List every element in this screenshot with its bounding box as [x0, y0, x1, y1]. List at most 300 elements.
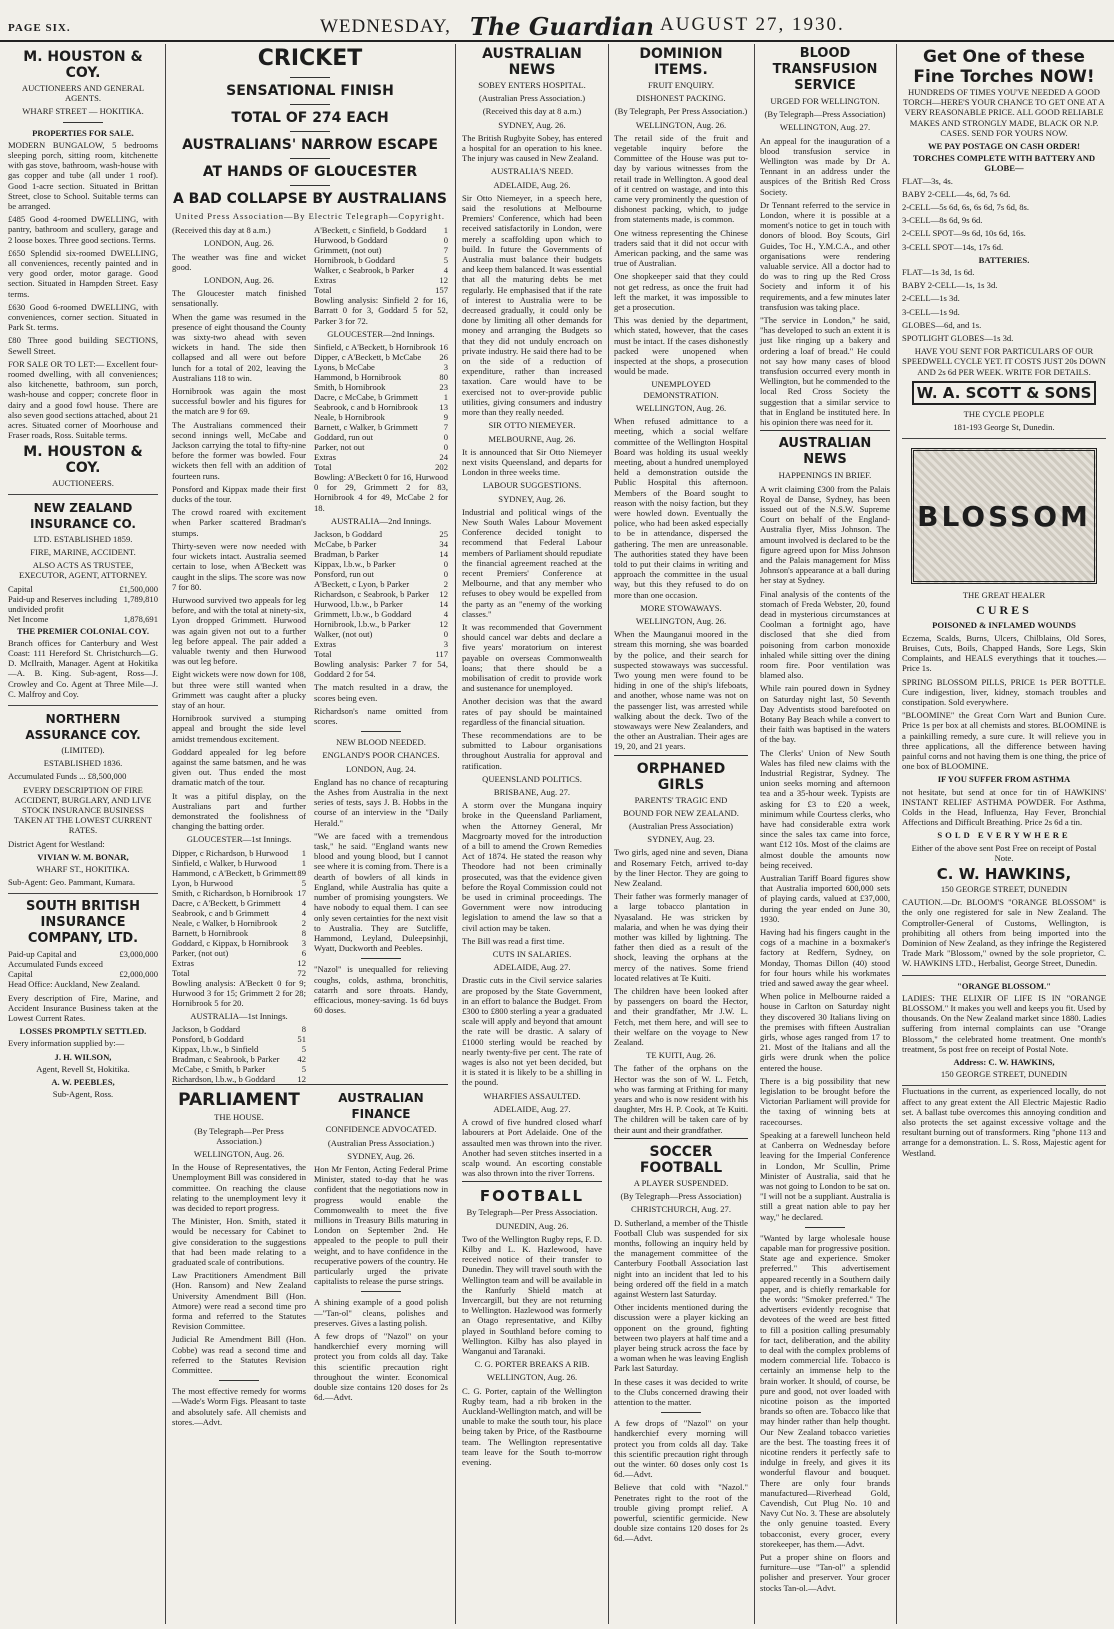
price-item: 3-CELL—8s 6d, 9s 6d. [902, 215, 983, 226]
row-label: Paid-up and Reserves including undivided profit [8, 593, 118, 614]
ad-subheading: (LIMITED). [61, 744, 105, 755]
runs: 80 [439, 372, 448, 383]
ad-heading: NORTHERN ASSURANCE COY. [25, 711, 141, 742]
divider [290, 131, 330, 132]
credit-line: (By Telegraph—Press Association) [620, 1191, 742, 1202]
batsman: Dipper, c A'Beckett, b McCabe [314, 352, 422, 363]
row-label: Paid-up Capital and Accumulated Funds exceed [8, 949, 103, 970]
price-item: FLAT—1s 3d, 1s 6d. [902, 267, 975, 278]
dateline: ADELAIDE, Aug. 27. [493, 1103, 571, 1114]
batting-row [314, 639, 448, 649]
price-item: 3-CELL—1s 9d. [902, 306, 960, 317]
agent-name: VIVIAN W. M. BONAR, [37, 851, 129, 862]
batsman: Dacre, c A'Beckett, b Grimmett [172, 897, 281, 908]
paragraph: Sir Otto Niemeyer, in a speech here, said the resolutions at Melbourne Premiers' Conference, which had been received satisfactorily in London, were merely a scaffolding upon which to build. In future the Governments of Australia must balance their budgets and keep them balanced. It was essential that all the maturing debts be met regularly. He emphasised that if the rate of interest to Australia were to be decreased gradually, it could only be done by limiting all other demands for money and arranging the Budgets so that they did not unduly encroach on private industry. He said there had to be on the side of a reduction of expenditure, rather than increased taxation. Care would have to be exercised not to over-provide public utilities, giving consumers and industry more than they really needed. [462, 192, 602, 418]
listing: FOR SALE OR TO LET:— Excellent four-roomed dwelling, with all conveniences; also kitchenette, bathroom, sun porch, wash-house and copper; concrete floor in dairy and a good fowl house. There are also seven good sections attached, about 21 acres. Situated corner of Moorhouse and Fraser roads, Ross. Suitable terms. [8, 358, 158, 441]
batsman: Total [172, 967, 190, 978]
runs: 42 [297, 1054, 306, 1065]
runs: 8 [301, 927, 306, 938]
batting-row [172, 928, 306, 938]
masthead-day: WEDNESDAY, [320, 16, 451, 37]
body-right [314, 225, 448, 1084]
runs: 0 [443, 559, 448, 570]
paragraph: The retail side of the fruit and vegetable inquiry before the Committee of the House was put to-day by various witnesses from the retail trade in Wellington. A good deal of it centred on wastage, and into this came very prominently the question of dishonest packing, which, to judge from statements made, is common. [614, 132, 748, 225]
section-heading: UNEMPLOYED DEMONSTRATION. [643, 379, 719, 400]
capital-row [8, 949, 158, 969]
innings-heading: AUSTRALIA—2nd Innings. [330, 515, 432, 526]
ad-heading: NEW ZEALAND INSURANCE CO. [30, 500, 136, 531]
runs: 8 [301, 1024, 306, 1035]
paragraph: The British Rugbyite Sobey, has entered a hospital for an operation to his knee. The injury was caused in New Zealand. [462, 132, 602, 164]
batsman: Neale, c Walker, b Hornibrook [172, 917, 278, 928]
batsman: McCabe, c Smith, b Parker [172, 1064, 266, 1075]
ad-line: Either of the above sent Post Free on receipt of Postal Note. [911, 842, 1097, 863]
batting-row [314, 225, 448, 235]
runs: 34 [439, 539, 448, 550]
divider [219, 1380, 259, 1381]
paragraph: It is announced that Sir Otto Niemeyer next visits Queensland, and departs for London in three weeks time. [462, 446, 602, 478]
column-classified-ads [4, 44, 162, 1624]
paragraph: "We are faced with a tremendous task," he said. "England wants new blood and young blood, but I cannot see where it is coming from. There is a dearth of bowlers of all kinds in England, while Australia has quite a number of promising youngsters. We have nobody to equal them. I can see only seven certainties for the next visit to Australia. They are Sutcliffe, Hammond, Leyland, Duleepsinhji, Wyatt, Duckworth and Peebles. [314, 830, 448, 954]
runs: 0 [443, 629, 448, 640]
batsman: Walker, c Seabrook, b Parker [314, 265, 415, 276]
paragraph: When police in Melbourne raided a house in Carlton on Saturday night they discovered 30 Italians living on the premises with fifteen Australian girls, whose ages ranged from 17 to 21. Most of the Italians and all the girls were drunk when the police entered the house. [760, 991, 890, 1073]
credit-line: (Australian Press Association.) [478, 93, 586, 104]
advertisement: Believe that cold with "Nazol." Penetrates right to the root of the trouble giving prompt relief. A powerful, scientific germicide. New double size contains 120 doses for 2s 6d.—Advt. [614, 1482, 748, 1544]
innings-heading: GLOUCESTER—1st Innings. [186, 834, 292, 845]
batsman: Seabrook, c and b Hornibrook [314, 402, 418, 413]
row-value: £1,500,000 [119, 583, 158, 594]
article-deck: TOTAL OF 274 EACH [231, 110, 389, 126]
ad-subheading: IF YOU SUFFER FROM ASTHMA [937, 774, 1071, 785]
article-headline: AUSTRALIAN NEWS [778, 436, 872, 468]
football-article [462, 1181, 602, 1467]
runs: 202 [435, 462, 448, 473]
runs: 12 [297, 1074, 306, 1085]
credit-line: (Australian Press Association) [628, 821, 734, 831]
batsman: Extras [172, 957, 194, 968]
batsman: Walker, (not out) [314, 629, 373, 640]
parliament-article [172, 1088, 306, 1430]
runs: 12 [439, 619, 448, 630]
nz-insurance-ad [8, 495, 158, 706]
paragraph: It was a pitiful display, on the Australians part and further demonstrated the foolishness of changing the batting order. [172, 790, 306, 832]
torch-price-list [902, 176, 1106, 252]
batsman: Neale, b Hornibrook [314, 412, 385, 423]
agent-address: Sub-Agent, Ross. [52, 1089, 114, 1100]
batting-row [314, 579, 448, 589]
article-headline: PARLIAMENT [178, 1090, 300, 1111]
section-subheading: HAPPENINGS IN BRIEF. [778, 470, 872, 481]
column-rule [896, 44, 897, 1624]
runs: 7 [443, 422, 448, 433]
paragraph: Other incidents mentioned during the discussion were a player kicking an opponent on the ground, fighting between two players at half time and a player being struck across the face by a woman when he was leaving English Park last Saturday. [614, 1302, 748, 1374]
advertisement: The most effective remedy for worms —Wade's Worm Figs. Pleasant to taste and absolutely safe. All chemists and stores.—Advt. [172, 1386, 306, 1427]
divider [290, 185, 330, 186]
australian-brief-article [760, 430, 890, 1593]
paragraph: There is a big possibility that new legislation to be brought before the Victorian Parliament will provide for the taxing of winning bets at racecourses. [760, 1075, 890, 1127]
dateline: WELLINGTON, Aug. 27. [779, 122, 871, 133]
batsman: Bradman, c Seabrook, b Parker [172, 1054, 280, 1065]
section-heading: C. G. PORTER BREAKS A RIB. [474, 1359, 590, 1370]
ad-body: SPRING BLOSSOM PILLS, PRICE 1s PER BOTTLE. Cure indigestion, liver, kidney, stomach troubles and constipation. Sold everywhere. [902, 676, 1106, 707]
paragraph: Drastic cuts in the Civil service salaries are proposed by the State Government, in an effort to balance the Budget. From £300 to £800 sterling a year a graduated scale will apply and beyond that amount the rate will be drastic. A salary of £1000 sterling would be reached by nearly twenty-five per cent. The rate of wages is also not yet been decided, but it is stated it is likely to be a shilling in the pound. [462, 975, 602, 1088]
section-subheading: CONFIDENCE ADVOCATED. [325, 1124, 437, 1135]
runs: 5 [443, 255, 448, 266]
paragraph: Australian Tariff Board figures show that Australia imported 600,000 sets of playing cards, valued at £37,000, during the year ended on June 30, 1930. [760, 873, 890, 924]
credit-line: United Press Association—By Electric Telegraph—Copyright. [175, 211, 445, 221]
credit-line: By Telegraph—Per Press Association. [466, 1207, 598, 1218]
runs: 3 [301, 937, 306, 948]
dateline: WELLINGTON, Aug. 26. [635, 402, 727, 413]
runs: 9 [443, 412, 448, 423]
runs: 1 [443, 392, 448, 403]
paragraph: Hornibrook was again the most successful bowler and his figures for the match are 9 for 69. [172, 386, 306, 417]
dateline: ADELAIDE, Aug. 27. [493, 962, 571, 973]
runs: 4 [443, 609, 448, 620]
batsman: Parker, (not out) [172, 947, 229, 958]
dateline: SYDNEY, Aug. 26. [498, 493, 566, 504]
paragraph: Hornibrook survived a stumping appeal and brought the side level amidst tremendous excitement. [172, 713, 306, 744]
dateline: DUNEDIN, Aug. 26. [495, 1220, 569, 1231]
paragraph: While rain poured down in Sydney on Saturday night last, 50 Seventh Day Adventists stood barefooted on Botany Bay Beach while a convert to their faith was baptised in the waters of the bay. [760, 683, 890, 745]
ad-body: Every description of Fire, Marine, and Accident Insurance Business taken at the Lowest Current Rates. [8, 992, 158, 1023]
runs: 72 [297, 967, 306, 978]
row-value: 1,878,691 [123, 613, 158, 624]
listing: £485 Good 4-roomed DWELLING, with pantry, bathroom and scullery, garage and 2 loose boxes. Three good sections. Terms. [8, 214, 158, 245]
column-advertisements [898, 44, 1110, 1624]
batting-row [314, 619, 448, 629]
paragraph: One shopkeeper said that they could not get redress, as once the fruit had left the market, it was impossible to get a prosecution. [614, 271, 748, 313]
batting-row [314, 372, 448, 382]
runs: 0 [443, 432, 448, 443]
ad-line: LOSSES PROMPTLY SETTLED. [19, 1026, 147, 1037]
batting-row [172, 868, 306, 878]
dateline: WELLINGTON, Aug. 26. [486, 1372, 578, 1383]
batsman: Jackson, b Goddard [172, 1024, 241, 1035]
paragraph: When the game was resumed in the presence of eight thousand the County was sixty-two ahead with seven wickets in hand. The side then collapsed and all were out before lunch for a total of 202, leaving the Australians 118 to win. [172, 311, 306, 383]
row-label: Capital [8, 583, 33, 594]
credit-line: (By Telegraph, Per Press Association.) [614, 106, 748, 117]
batting-row [172, 938, 306, 948]
price-item: 2-CELL SPOT—9s 6d, 10s 6d, 16s. [902, 228, 1026, 239]
dateline: BRISBANE, Aug. 27. [493, 787, 571, 797]
article-headline: AUSTRALIAN NEWS [482, 46, 582, 78]
blossom-emblem [911, 448, 1097, 584]
batsman: Sinfield, c Walker, b Hurwood [172, 857, 277, 868]
paragraph: England has no chance of recapturing the Ashes from Australia in the next series of tests, says J. B. Hobbs in the course of an interview in the "Daily Herald." [314, 776, 448, 828]
paragraph: One witness representing the Chinese traders said that it did not occur with American packing, and the same was true of Australian. [614, 227, 748, 269]
runs: 1 [301, 847, 306, 858]
section-subheading: URGED FOR WELLINGTON. [770, 96, 880, 106]
received-line: (Received this day at 8 a.m.) [172, 225, 271, 236]
innings-heading: AUSTRALIA—1st Innings. [190, 1011, 288, 1022]
ad-headline: Get One of these Fine Torches NOW! [913, 47, 1095, 87]
paragraph: The crowd roared with excitement when Parker scattered Bradman's stumps. [172, 507, 306, 538]
agent-name: J. H. WILSON, [54, 1051, 112, 1062]
ad-line: District Agent for Westland: [8, 838, 105, 849]
battery-price-list [902, 267, 1106, 343]
batsman: Jackson, b Goddard [314, 529, 383, 540]
batsman: A'Beckett, c Sinfield, b Goddard [314, 225, 427, 236]
row-label: Net Income [8, 613, 49, 624]
batting-row [172, 948, 306, 958]
soccer-article [614, 1138, 748, 1544]
runs: 51 [297, 1034, 306, 1045]
section-heading: AUSTRALIA'S NEED. [490, 166, 574, 177]
paragraph: The Clerks' Union of New South Wales has filed new claims with the Industrial Registrar, Sydney. The union seeks morning and afternoon tea and a 35-hour week. Typists are asking for £3 to £20 a week, minimum while Courtess clerks, who have had considerable extra work since the sales tax came into force, want £12 10s. Most of the claims are almost double the amounts now being received. [760, 747, 890, 870]
runs: 5 [301, 1064, 306, 1075]
batsman: Richardson, c Seabrook, b Parker [314, 589, 430, 600]
batsman: Ponsford, run out [314, 569, 374, 580]
batsman: McCabe, b Parker [314, 539, 377, 550]
runs: 5 [301, 1044, 306, 1055]
batting-row [314, 412, 448, 422]
ad-subheading: LTD. ESTABLISHED 1859. [33, 533, 133, 544]
batsman: Grimmett, l.b.w., b Goddard [314, 609, 412, 620]
batting-row [314, 285, 448, 295]
runs: 12 [297, 957, 306, 968]
article-deck: SENSATIONAL FINISH [226, 83, 394, 99]
ad-subheading: POISONED & INFLAMED WOUNDS [932, 620, 1076, 631]
batting-row [314, 362, 448, 372]
paragraph: The Gloucester match finished sensationally. [172, 288, 306, 309]
price-item: SPOTLIGHT GLOBES—1s 3d. [902, 333, 1014, 344]
runs: 117 [435, 649, 448, 660]
paragraph: When the Maunganui moored in the stream this morning, she was boarded by the police, and their search for suspected stowaways was successful. Two young men were found to be hiding in one of the ship's lifeboats, and another, whose name was not on the passenger list, was arrested while walking about the deck. Two of the stowaways were New Zealanders, and the other an Australian. Their ages are 19, 20, and 21 years. [614, 629, 748, 752]
price-item: 2-CELL—5s 6d, 6s, 6s 6d, 7s 6d, 8s. [902, 202, 1030, 213]
batting-row [172, 848, 306, 858]
dateline: SYDNEY, Aug. 23. [647, 834, 715, 845]
divider [361, 1291, 401, 1292]
capital-row [8, 614, 158, 624]
ad-line: THE PREMIER COLONIAL COY. [17, 625, 149, 636]
batting-row [172, 888, 306, 898]
section-heading: CUTS IN SALARIES. [492, 949, 572, 960]
paragraph: The Minister, Hon. Smith, stated it would be necessary for Cabinet to give consideration to the suggestions that had been made relating to a graduated scale of contributions. [172, 1216, 306, 1268]
ad-line: ESTABLISHED 1836. [43, 758, 123, 769]
batsman: Sinfield, c A'Beckett, b Hornibrook [314, 342, 436, 353]
advertisement: "Nazol" is unequalled for relieving coughs, colds, asthma, bronchitis, catarrh and sore throats. Handy, efficacious, money-saving. 1s 6d buys 60 doses. [314, 964, 448, 1016]
radio-advertisement: Fluctuations in the current, as experienced locally, do not affect to any great extent the All Electric Majestic Radio set. A ballast tube overcomes this annoying condition and also protects the set against excessive voltage and the resultant burning out of transformers. Ring "phone 113 and arrange for a demonstration. L. S. Ross, Majestic agent for Westland. [902, 1086, 1106, 1158]
batting-row [172, 968, 306, 978]
row-label: Capital [8, 969, 33, 980]
paragraph: The Bill was read a first time. [462, 935, 565, 946]
dateline: WELLINGTON, Aug. 26. [193, 1149, 285, 1159]
batting-row [314, 539, 448, 549]
batsman: Hornibrook, b Goddard [314, 255, 395, 266]
batting-row [314, 649, 448, 659]
batting-row [314, 265, 448, 275]
paragraph: It was recommended that Government should cancel war debts and declare a five years' moratorium on interest payable on overseas Commonwealth loans; that there should be a mobilisation of credit to provide work and sustenance for unemployed. [462, 621, 602, 694]
paragraph: Another decision was that the award rates of pay should be maintained regardless of the financial situation. [462, 696, 602, 727]
batting-row [172, 858, 306, 868]
batsman: Goddard, run out [314, 432, 373, 443]
firm-address: 150 GEORGE STREET, DUNEDIN [940, 883, 1068, 894]
section-subheading: BOUND FOR NEW ZEALAND. [623, 807, 739, 818]
runs: 16 [439, 342, 448, 353]
article-headline: SOCCER FOOTBALL [639, 1143, 723, 1176]
ad-line: Every information supplied by:— [8, 1038, 125, 1049]
dateline: LONDON, Aug. 26. [204, 238, 274, 249]
ad-line: Address: C. W. HAWKINS, [953, 1057, 1055, 1067]
column-rule [754, 44, 755, 1624]
dateline: ADELAIDE, Aug. 26. [493, 179, 571, 190]
column-dominion-items [610, 44, 752, 1624]
price-item: BABY 2-CELL—4s, 6d, 7s 6d. [902, 188, 1011, 199]
australian-finance-article [314, 1088, 448, 1430]
runs: 0 [443, 569, 448, 580]
column-rule [455, 44, 456, 1624]
runs: 1 [443, 225, 448, 236]
batting-row [314, 382, 448, 392]
batsman: Dacre, c McCabe, b Grimmett [314, 392, 419, 403]
section-heading: MORE STOWAWAYS. [640, 602, 722, 613]
score-note: The match resulted in a draw, the scores being even. [314, 682, 448, 703]
batsman: Lyon, b Hurwood [172, 877, 233, 888]
batsman: Smith, c Richardson, b Hornibrook [172, 887, 293, 898]
column-rule [608, 44, 609, 1624]
batsman: Ponsford, b Goddard [172, 1034, 244, 1045]
runs: 4 [443, 265, 448, 276]
dateline: LONDON, Aug. 26. [204, 275, 274, 286]
batting-row [314, 392, 448, 402]
divider [661, 1412, 701, 1413]
ad-body: Branch offices for Canterbury and West Coast: 111 Hereford St. Christchurch—G. D. McIlraith, Manager. Agent at Hokitika—A. B. King. Sub-agent, Ross—J. Crowley and Co. Agent at Three Mile—J. C. Malfroy and Coy. [8, 637, 158, 699]
batsman: Goddard, c Kippax, b Hornibrook [172, 937, 289, 948]
runs: 14 [439, 599, 448, 610]
paragraph: Goddard appealed for leg before against the same batsmen, and he was given out. Thus ended the most dramatic match of the tour. [172, 746, 306, 788]
section-subheading: DISHONEST PACKING. [636, 93, 726, 104]
batsman: Total [314, 285, 332, 296]
ad-line: Sub-Agent: Geo. Pammant, Kumara. [8, 877, 135, 888]
batting-row [314, 569, 448, 579]
ad-body: LADIES: THE ELIXIR OF LIFE IS IN "ORANGE BLOSSOM." It makes you well and keeps you fit. Used by thousands. On the New Zealand market since 1880. Ladies suffering from internal complaints can use "Orange Blossom," the celebrated home treatment. One month's treatment, 5s post free on receipt of Postal Note. [902, 992, 1106, 1054]
article-headline: ORPHANED GIRLS [636, 760, 726, 793]
ad-subheading: AUCTIONEERS. [52, 477, 114, 488]
newspaper-title: The Guardian [470, 12, 654, 41]
price-item: 2-CELL—1s 3d. [902, 293, 960, 304]
ad-line: TORCHES COMPLETE WITH BATTERY AND GLOBE— [912, 153, 1096, 174]
batsman: Seabrook, c and b Grimmett [172, 907, 270, 918]
paragraph: Thirty-seven were now needed with four wickets intact. Australia seemed certain to lose, when A'Beckett was caught in the slips. The score was now 7 for 80. [172, 540, 306, 592]
runs: 12 [439, 275, 448, 286]
paragraph: Hon Mr Fenton, Acting Federal Prime Minister, stated to-day that he was confident that the negotiations now in progress would enable the Commonwealth to meet the five millions in Treasury Bills maturing in London on September 2nd. He appealed to the people to pull their weight, and to have confidence in the recuperative powers of the country. He particularly urged the private capitalists to release the purse strings. [314, 1164, 448, 1287]
divider [290, 77, 330, 78]
ad-heading: SOUTH BRITISH INSURANCE COMPANY, LTD. [26, 899, 140, 947]
credit-line: (By Telegraph—Per Press Association.) [194, 1125, 284, 1146]
runs: 3 [443, 362, 448, 373]
runs: 157 [435, 285, 448, 296]
batsman: Smith, b Hornibrook [314, 382, 386, 393]
batting-row [314, 549, 448, 559]
scorecard-right [314, 225, 448, 726]
batting-row [314, 432, 448, 442]
northern-assurance-ad [8, 706, 158, 894]
paragraph: In these cases it was decided to write to the Clubs concerned drawing their attention to the matter. [614, 1376, 748, 1407]
batsman: Grimmett, (not out) [314, 245, 382, 256]
runs: 7 [443, 245, 448, 256]
batting-row [172, 908, 306, 918]
batsman: Richardson, l.b.w., b Goddard [172, 1074, 276, 1085]
dateline: SYDNEY, Aug. 26. [498, 119, 566, 130]
batting-row [314, 609, 448, 619]
ad-body: HAVE YOU SENT FOR PARTICULARS OF OUR SPEEDWELL CYCLE YET. IT COSTS JUST 20s DOWN AND 2s 6d PER WEEK. WRITE FOR DETAILS. [902, 346, 1106, 377]
paragraph: The Australians commenced their second innings well, McCabe and Jackson carrying the total to fifty-nine before the former was bowled. Four wickets then fell with an addition of fourteen runs. [172, 419, 306, 481]
firm-name: W. A. SCOTT & SONS [912, 381, 1096, 405]
ad-line: SOLD EVERYWHERE [937, 830, 1071, 841]
paragraph: Law Practitioners Amendment Bill (Hon. Ransom) and New Zealand University Amendment Bill (Hon. Atmore) were read a second time pro forma and referred to the Statutes Revision Committee. [172, 1270, 306, 1332]
section-heading: PROPERTIES FOR SALE. [32, 127, 134, 138]
article-headline: CRICKET [257, 46, 363, 71]
firm-tagline: THE CYCLE PEOPLE [963, 408, 1045, 419]
runs: 6 [301, 947, 306, 958]
batting-row [172, 918, 306, 928]
emblem-text: BLOSSOM [917, 499, 1091, 533]
batsman: Kippax, l.b.w., b Parker [314, 559, 396, 570]
batsman: Total [314, 462, 332, 473]
batting-row [314, 529, 448, 539]
article-deck: AUSTRALIANS' NARROW ESCAPE [182, 137, 438, 153]
paragraph: Dr Tennant referred to the service in London, where it is possible at a moment's notice to get in touch with donors of blood. Boy Scouts, Girl Guides, Toc H., Y.M.C.A., and other organisations were rendering valuable service. All a doctor had to do was to ring up the Red Cross Society and inform it of his requirements, and a few minutes later transfusion was taking place. [760, 199, 890, 312]
batting-row [172, 1074, 306, 1084]
batting-row [172, 1054, 306, 1064]
paragraph: Final analysis of the contents of the stomach of Freda Webster, 20, found dead in mysterious circumstances at Coolman a fortnight ago, have disclosed that she died from poisoning from carbon monoxide inhaled while sitting over the dining room fire. Poor ventilation was blamed also. [760, 588, 890, 681]
runs: 23 [439, 382, 448, 393]
ad-headline: CURES [976, 603, 1032, 618]
paragraph: Hurwood survived two appeals for leg before, and with the total at ninety-six, Lyon dropped Grimmett. Hurwood was again given not out to a further leg before appeal. The pair added a valuable twenty and then Hurwood was out leg before. [172, 594, 306, 667]
firm-name: C. W. HAWKINS, [936, 864, 1072, 883]
row-value: £2,000,000 [119, 969, 158, 980]
paragraph: A crowd of five hundred closed wharf labourers at Port Adelaide. One of the assaulted men was thrown into the river. Another had seven stitches inserted in a scalp wound. An escorting constable was also thrown into the river Torrens. [462, 1117, 602, 1179]
batsman: Hurwood, b Goddard [314, 235, 388, 246]
dateline: WELLINGTON, Aug. 26. [635, 119, 727, 130]
batting-row [314, 275, 448, 285]
ad-body: EVERY DESCRIPTION OF FIRE ACCIDENT, BURGLARY, AND LIVE STOCK INSURANCE BUSINESS TAKEN AT THE LOWEST CURRENT RATES. [13, 784, 153, 836]
batsman: Extras [314, 275, 336, 286]
batting-row [314, 629, 448, 639]
paragraph: Their father was formerly manager of a large tobacco plantation in Nyasaland. He was stricken by malaria, and when he was dying their mother was killed by lightning. The father then died as a result of the shock, leaving the orphans at the mercy of the natives. Some friend located relatives at Te Kuiti. [614, 891, 748, 983]
ad-line: Accumulated Funds ... £8,500,000 [8, 771, 127, 782]
paragraph: Speaking at a farewell luncheon held at Canberra on Wednesday before leaving for the Imperial Conference in London, Mr Scullin, Prime Minister of Australia, said that he was not going to London to be sat on. "I will not be a suppliant. Australia is still a great nation able to pay her way," he declared. [760, 1129, 890, 1222]
batting-row [314, 559, 448, 569]
score-note: Richardson's name omitted from scores. [314, 705, 448, 727]
paragraph: Two girls, aged nine and seven, Diana and Rosemary Fetch, arrived to-day by the liner Hector. They are going to New Zealand. [614, 847, 748, 889]
batsman: Dipper, c Richardson, b Hurwood [172, 847, 289, 858]
ad-body: not hesitate, but send at once for tin of HAWKINS' INSTANT RELIEF ASTHMA POWDER. For Asthma, Colds in the Head, Influenza, Hay Fever, Bronchial Affections and Difficult Breathing. Price 2s 6d a tin. [902, 786, 1106, 828]
divider [290, 158, 330, 159]
ad-line: WE PAY POSTAGE ON CASH ORDER! [927, 141, 1081, 152]
cricket-article [172, 46, 448, 1084]
ad-headline: "ORANGE BLOSSOM." [956, 980, 1052, 991]
received-line: (Received this day at 8 a.m.) [482, 106, 582, 117]
article-headline: FOOTBALL [479, 1187, 585, 1206]
south-british-ad [8, 894, 158, 1105]
batting-row [172, 1064, 306, 1074]
scorecard-left [172, 834, 306, 1084]
batting-row [314, 452, 448, 462]
ad-heading: M. HOUSTON & COY. [23, 443, 143, 476]
batsman: Parker, not out [314, 442, 365, 453]
paragraph: These recommendations are to be submitted to Labour organisations throughout Australia for approval and ratification. [462, 729, 602, 771]
divider [361, 958, 401, 959]
orange-blossom-ad [902, 976, 1106, 1087]
article-deck: A BAD COLLAPSE BY AUSTRALIANS [172, 191, 448, 207]
page-number: PAGE SIX. [8, 22, 71, 34]
batting-row [314, 462, 448, 472]
section-heading: LABOUR SUGGESTIONS. [482, 480, 582, 491]
listing: £650 Splendid six-roomed DWELLING, all conveniences, recently painted and in very good order, motor garage. Good section. Situated in Hampden Street. Easy terms. [8, 247, 158, 299]
